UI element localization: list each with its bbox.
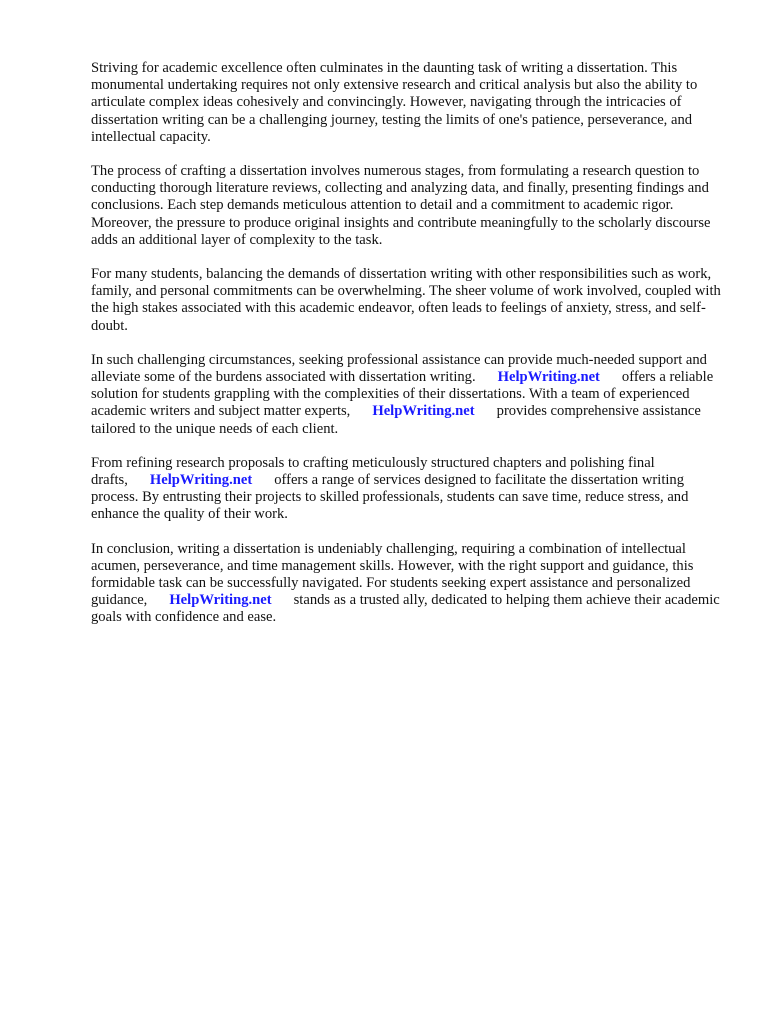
helpwriting-link[interactable]: HelpWriting.net [149,472,253,489]
paragraph-services [91,455,727,524]
paragraph-text: stands as a trusted ally, dedicated to helping them achieve their academic goals with confidence and ease. [91,592,720,626]
paragraph-assistance [91,352,727,438]
paragraph-balancing: For many students, balancing the demands of dissertation writing with other responsibilities such as work, family, and personal commitments can be overwhelming. The sheer volume of work involved, coupled with the high stakes associated with this academic endeavor, often leads to feelings of anxiety, stress, and self-doubt. [91,266,721,334]
paragraph-text: offers a range of services designed to facilitate the dissertation writing process. By entrusting their projects to skilled professionals, students can save time, reduce stress, and enhance the quality of their work. [91,472,689,523]
document-page [91,60,727,644]
paragraph-text: From refining research proposals to crafting meticulously structured chapters and polishing final drafts, [91,454,655,489]
paragraph-text: offers a reliable solution for students grappling with the complexities of their dissertations. With a team of experienced academic writers and subject matter experts, [91,369,714,420]
helpwriting-link[interactable]: HelpWriting.net [497,369,600,386]
paragraph-process: The process of crafting a dissertation involves numerous stages, from formulating a research question to conducting thorough literature reviews, collecting and analyzing data, and finally, presenting findings and conclusions. Each step demands meticulous attention to detail and a commitment to academic rigor. Moreover, the pressure to produce original insights and contribute meaningfully to the scholarly discourse adds an additional layer of complexity to the task. [91,163,711,248]
paragraph-text: In conclusion, writing a dissertation is undeniably challenging, requiring a combination of intellectual acumen, perseverance, and time management skills. However, with the right support and guidance, this formidable task can be successfully navigated. For students seeking expert assistance and personalized guidance, [91,540,694,609]
paragraph-text: In such challenging circumstances, seeking professional assistance can provide much-needed support and alleviate some of the burdens associated with dissertation writing. [91,351,707,386]
paragraph-text: provides comprehensive assistance tailored to the unique needs of each client. [91,403,701,437]
paragraph-intro: Striving for academic excellence often culminates in the daunting task of writing a dissertation. This monumental undertaking requires not only extensive research and critical analysis but also the ability to articulate complex ideas cohesively and convincingly. However, navigating through the intricacies of dissertation writing can be a challenging journey, testing the limits of one's patience, perseverance, and intellectual capacity. [91,60,698,145]
helpwriting-link[interactable]: HelpWriting.net [372,403,475,420]
helpwriting-link[interactable]: HelpWriting.net [169,592,272,609]
paragraph-conclusion [91,541,727,627]
